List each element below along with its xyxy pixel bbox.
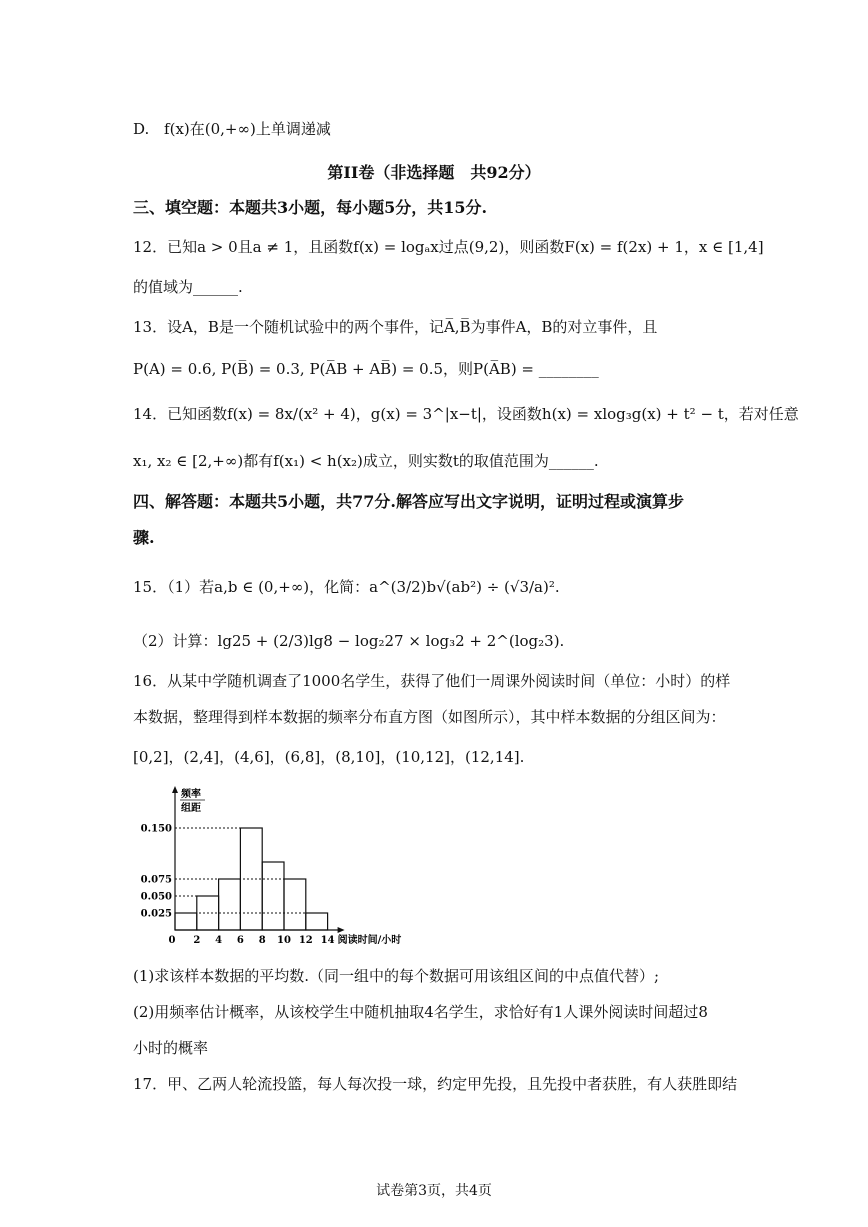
frequency-histogram xyxy=(140,783,450,953)
x-origin-label: 0 xyxy=(168,935,176,946)
histogram-bar xyxy=(175,913,197,930)
y-tick-label: 0.050 xyxy=(140,891,172,903)
q12-line1: 12．已知a > 0且a ≠ 1，且函数f(x) = logₐx过点(9,2)，则函数F(x) = f(2x) + 1，x ∈ [1,4] xyxy=(133,238,764,256)
q13-line2: P(A) = 0.6, P(B̅) = 0.3, P(A̅B + AB̅) = 0.5，则P(A̅B) = ________ xyxy=(133,360,599,378)
histogram-bar xyxy=(306,913,328,930)
q16-line2: 本数据，整理得到样本数据的频率分布直方图（如图所示），其中样本数据的分组区间为： xyxy=(133,708,726,726)
option-d-label: D. xyxy=(133,120,150,138)
x-axis-label: 阅读时间/小时 xyxy=(337,935,402,946)
q16-sub2-line1: (2)用频率估计概率，从该校学生中随机抽取4名学生，求恰好有1人课外阅读时间超过8 xyxy=(133,1003,708,1021)
x-tick-label: 10 xyxy=(277,935,291,946)
y-label-bottom: 组距 xyxy=(181,803,201,814)
x-tick-label: 12 xyxy=(298,935,313,946)
x-tick-label: 6 xyxy=(236,935,244,946)
q14-line1: 14．已知函数f(x) = 8x/(x² + 4)，g(x) = 3^|x−t|，设函数h(x) = xlog₃g(x) + t² − t，若对任意 xyxy=(133,405,799,423)
q15-part2: （2）计算：lg25 + (2/3)lg8 − log₂27 × log₃2 + 2^(log₂3). xyxy=(133,632,565,650)
section-4-title-line1: 四、解答题：本题共5小题，共77分.解答应写出文字说明，证明过程或演算步 xyxy=(133,492,684,511)
q16-sub1: (1)求该样本数据的平均数.（同一组中的每个数据可用该组区间的中点值代替）; xyxy=(133,967,660,985)
section-3-title: 三、填空题：本题共3小题，每小题5分，共15分. xyxy=(133,198,488,217)
q16-line1: 16．从某中学随机调查了1000名学生，获得了他们一周课外阅读时间（单位：小时）的样 xyxy=(133,672,731,690)
x-tick-label: 4 xyxy=(215,935,223,946)
y-label-top: 频率 xyxy=(181,789,201,800)
section-2-title: 第II卷（非选择题 共92分） xyxy=(327,163,541,182)
q15-part1: 15．（1）若a,b ∈ (0,+∞)，化简：a^(3/2)b√(ab²) ÷ (√3/a)². xyxy=(133,578,560,596)
x-tick-label: 2 xyxy=(193,935,201,946)
y-axis-arrow xyxy=(172,786,178,793)
histogram-bar xyxy=(262,862,284,930)
q14-line2: x₁, x₂ ∈ [2,+∞)都有f(x₁) < h(x₂)成立，则实数t的取值范围为______. xyxy=(133,452,599,470)
section-4-title-line2: 骤. xyxy=(133,528,155,547)
q16-line3: [0,2]，(2,4]，(4,6]，(6,8]，(8,10]，(10,12]，(12,14]. xyxy=(133,748,525,766)
page-footer: 试卷第3页，共4页 xyxy=(376,1183,492,1199)
q16-sub2-line2: 小时的概率 xyxy=(133,1039,209,1057)
y-tick-label: 0.075 xyxy=(140,874,172,886)
histogram-bar xyxy=(219,879,241,930)
q17-line1: 17．甲、乙两人轮流投篮，每人每次投一球，约定甲先投，且先投中者获胜，有人获胜即结 xyxy=(133,1075,738,1093)
histogram-bar xyxy=(284,879,306,930)
x-tick-label: 14 xyxy=(320,935,335,946)
q12-line2: 的值域为______. xyxy=(133,278,243,296)
option-d xyxy=(133,118,331,139)
q13-line1: 13．设A，B是一个随机试验中的两个事件，记A̅,B̅为事件A，B的对立事件，且 xyxy=(133,318,658,336)
y-tick-label: 0.150 xyxy=(140,823,172,835)
x-tick-label: 8 xyxy=(258,935,266,946)
x-axis-arrow xyxy=(338,927,345,933)
option-d-text: f(x)在(0,+∞)上单调递减 xyxy=(164,120,331,138)
y-tick-label: 0.025 xyxy=(140,908,172,920)
